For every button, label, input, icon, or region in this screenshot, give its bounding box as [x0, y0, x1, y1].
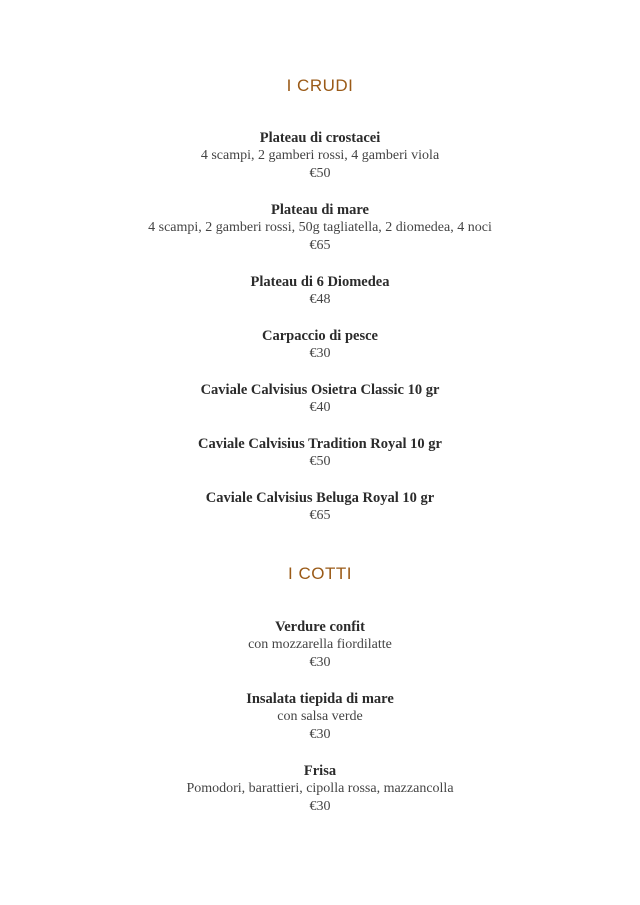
- item-name: Caviale Calvisius Beluga Royal 10 gr: [205, 490, 435, 506]
- item-price: €65: [309, 238, 331, 253]
- item-price: €65: [309, 508, 331, 523]
- item-price: €50: [309, 454, 331, 469]
- menu-item-plateau-crostacei: [0, 129, 640, 183]
- item-price: €48: [309, 292, 331, 307]
- item-name: Caviale Calvisius Osietra Classic 10 gr: [200, 382, 440, 398]
- item-description: con mozzarella fiordilatte: [248, 637, 392, 652]
- item-price: €30: [309, 799, 331, 814]
- menu-item-caviale-beluga: [0, 489, 640, 525]
- item-name: Frisa: [303, 763, 337, 779]
- item-name: Insalata tiepida di mare: [246, 691, 394, 707]
- item-price: €30: [309, 727, 331, 742]
- item-name: Carpaccio di pesce: [262, 328, 378, 344]
- section-title-cotti: I COTTI: [288, 564, 352, 583]
- item-price: €50: [309, 166, 331, 181]
- item-description: Pomodori, barattieri, cipolla rossa, mazzancolla: [186, 781, 454, 796]
- menu-item-frisa: [0, 762, 640, 816]
- item-name: Plateau di 6 Diomedea: [250, 274, 390, 290]
- menu-item-caviale-tradition: [0, 435, 640, 471]
- item-price: €30: [309, 346, 331, 361]
- menu-item-plateau-mare: [0, 201, 640, 255]
- section-title-crudi: I CRUDI: [286, 76, 354, 95]
- menu-item-caviale-osietra: [0, 381, 640, 417]
- item-name: Plateau di mare: [271, 202, 369, 218]
- menu-item-plateau-diomedea: [0, 273, 640, 309]
- item-name: Plateau di crostacei: [259, 130, 381, 146]
- menu-item-verdure-confit: [0, 618, 640, 672]
- menu-item-carpaccio: [0, 327, 640, 363]
- item-description: 4 scampi, 2 gamberi rossi, 4 gamberi viola: [200, 148, 440, 163]
- item-description: con salsa verde: [277, 709, 363, 724]
- item-name: Verdure confit: [275, 619, 365, 635]
- item-name: Caviale Calvisius Tradition Royal 10 gr: [198, 436, 442, 452]
- item-description: 4 scampi, 2 gamberi rossi, 50g tagliatella, 2 diomedea, 4 noci: [148, 220, 492, 235]
- item-price: €40: [309, 400, 331, 415]
- item-price: €30: [309, 655, 331, 670]
- menu-item-insalata-tiepida: [0, 690, 640, 744]
